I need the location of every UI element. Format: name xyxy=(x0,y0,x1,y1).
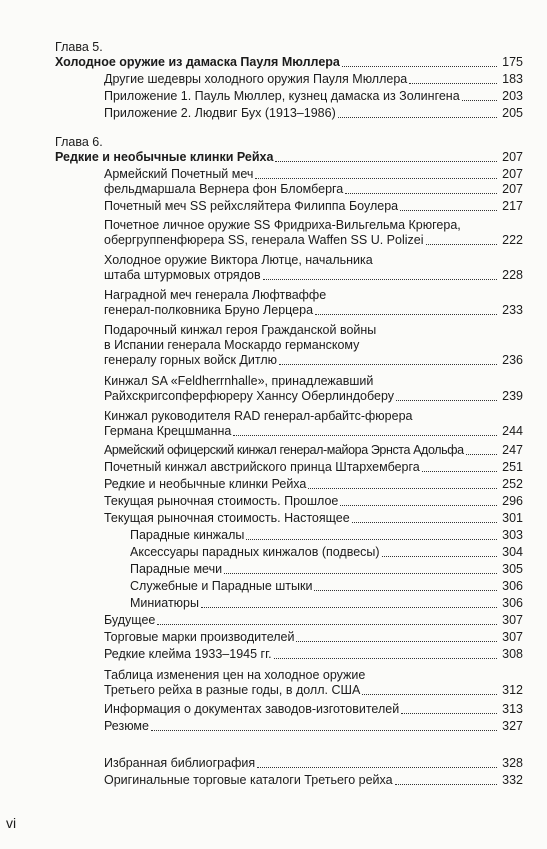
toc-entry: Кинжал SA «Feldherrnhalle», принадлежавший Райхскригсопферфюреру Ханнсу Оберлиндоберу 239 xyxy=(104,374,523,403)
toc-entry: фельдмаршала Вернера фон Бломберга 207 xyxy=(104,182,523,196)
toc-entry: Кинжал руководителя RAD генерал-арбайтс-фюрера Германа Крецшманна 244 xyxy=(104,409,523,438)
toc-entry: Армейский Почетный меч 207 xyxy=(104,167,523,181)
toc-entry: Редкие клейма 1933–1945 гг. 308 xyxy=(104,647,523,661)
toc-entry: Армейский офицерский кинжал генерал-майора Эрнста Адольфа 247 xyxy=(104,443,523,457)
toc-entry: Приложение 1. Пауль Мюллер, кузнец дамаска из Золингена 203 xyxy=(104,89,523,103)
page-number: 207 xyxy=(502,150,523,164)
chapter-title: Редкие и необычные клинки Рейха xyxy=(55,150,274,164)
page-folio: vi xyxy=(6,815,17,831)
toc-entry: Информация о документах заводов-изготовителей 313 xyxy=(104,702,523,716)
toc-appendix-entry: Избранная библиография 328 xyxy=(104,756,523,770)
toc-entry: Почетный кинжал австрийского принца Штархемберга 251 xyxy=(104,460,523,474)
chapter-5-title xyxy=(55,55,523,70)
toc-entry: Наградной меч генерала Люфтваффе генерал-полковника Бруно Лерцера 233 xyxy=(104,288,523,317)
toc-entry: Торговые марки производителей 307 xyxy=(104,630,523,644)
page-number: 175 xyxy=(502,55,523,69)
chapter-6-label: Глава 6. xyxy=(55,135,103,149)
toc-entry: Таблица изменения цен на холодное оружие Третьего рейха в разные годы, в долл. США 312 xyxy=(104,668,523,697)
toc-subentry: Парадные мечи 305 xyxy=(130,562,523,576)
chapter-6-title xyxy=(55,150,523,165)
toc-entry: Холодное оружие Виктора Лютце, начальника штаба штурмовых отрядов 228 xyxy=(104,253,523,282)
toc-subentry: Парадные кинжалы 303 xyxy=(130,528,523,542)
toc-subentry: Аксессуары парадных кинжалов (подвесы) 304 xyxy=(130,545,523,559)
toc-entry: Почетный меч SS рейхсляйтера Филиппа Боулера 217 xyxy=(104,199,523,213)
toc-subentry: Служебные и Парадные штыки 306 xyxy=(130,579,523,593)
toc-entry: Редкие и необычные клинки Рейха 252 xyxy=(104,477,523,491)
toc-entry: Будущее 307 xyxy=(104,613,523,627)
toc-entry: Резюме 327 xyxy=(104,719,523,733)
toc-entry: Текущая рыночная стоимость. Настоящее 301 xyxy=(104,511,523,525)
toc-entry: Приложение 2. Людвиг Бух (1913–1986) 205 xyxy=(104,106,523,120)
chapter-5-label: Глава 5. xyxy=(55,40,103,54)
toc-entry: Другие шедевры холодного оружия Пауля Мюллера 183 xyxy=(104,72,523,86)
toc-appendix-entry: Оригинальные торговые каталоги Третьего рейха 332 xyxy=(104,773,523,787)
toc-subentry: Миниатюры 306 xyxy=(130,596,523,610)
toc-entry: Подарочный кинжал героя Гражданской войны в Испании генерала Москардо германскому генералу горных войск Дитлю 236 xyxy=(104,323,523,367)
toc-entry: Почетное личное оружие SS Фридриха-Вильгельма Крюгера, обергруппенфюрера SS, генерала Waffen SS U. Polizei 222 xyxy=(104,218,523,247)
toc-entry: Текущая рыночная стоимость. Прошлое 296 xyxy=(104,494,523,508)
chapter-title: Холодное оружие из дамаска Пауля Мюллера xyxy=(55,55,340,69)
